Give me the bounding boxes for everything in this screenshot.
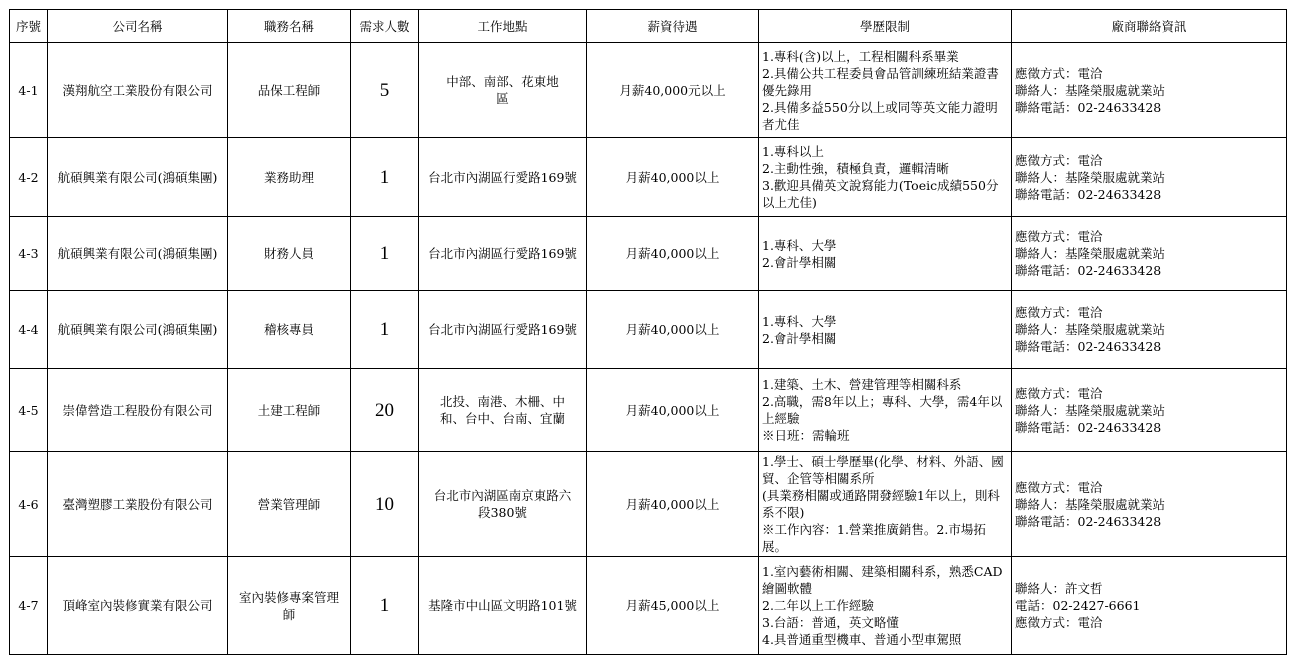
location-cell: 北投、南港、木柵、中和、台中、台南、宜蘭: [419, 369, 587, 452]
requirements-cell: [759, 43, 1012, 138]
requirement-line: 2.高職，需8年以上；專科、大學，需4年以上經驗: [762, 394, 1003, 426]
salary-cell: 月薪45,000以上: [587, 557, 759, 655]
location-cell: 中部、南部、花東地區: [419, 43, 587, 138]
contact-cell: [1012, 452, 1287, 557]
header-requirements: 學歷限制: [759, 10, 1012, 43]
contact-line: 聯絡人：基隆榮服處就業站: [1015, 246, 1166, 261]
contact-line: 應徵方式：電洽: [1015, 305, 1103, 320]
header-headcount: 需求人數: [351, 10, 419, 43]
table-row: [10, 43, 1287, 138]
seq-cell: 4-3: [10, 217, 48, 291]
requirement-line: 2.具備多益550分以上或同等英文能力證明者尤佳: [762, 99, 998, 132]
contact-cell: [1012, 217, 1287, 291]
headcount-cell: 1: [351, 291, 419, 369]
contact-line: 聯絡人：基隆榮服處就業站: [1015, 496, 1166, 512]
position-cell: 稽核專員: [228, 291, 351, 369]
contact-line: 應徵方式：電洽: [1015, 479, 1103, 495]
table-row: [10, 138, 1287, 217]
header-salary: 薪資待遇: [587, 10, 759, 43]
requirements-cell: [759, 217, 1012, 291]
requirement-line: 1.專科以上: [762, 144, 824, 159]
table-row: [10, 291, 1287, 369]
requirements-cell: [759, 452, 1012, 557]
contact-line: 聯絡人：許文哲: [1015, 581, 1103, 596]
headcount-cell: 1: [351, 557, 419, 655]
requirements-cell: [759, 138, 1012, 217]
header-contact: 廠商聯絡資訊: [1012, 10, 1287, 43]
seq-cell: 4-7: [10, 557, 48, 655]
contact-cell: [1012, 557, 1287, 655]
contact-cell: [1012, 43, 1287, 138]
contact-line: 聯絡人：基隆榮服處就業站: [1015, 169, 1166, 185]
contact-line: 應徵方式：電洽: [1015, 385, 1103, 401]
table-row: [10, 369, 1287, 452]
requirement-line: 2.具備公共工程委員會品管訓練班結業證書優先錄用: [762, 65, 999, 98]
contact-line: 應徵方式：電洽: [1015, 65, 1103, 81]
location-cell: 台北市內湖區行愛路169號: [419, 291, 587, 369]
job-openings-table: [9, 9, 1287, 655]
header-position: 職務名稱: [228, 10, 351, 43]
company-cell: 漢翔航空工業股份有限公司: [48, 43, 228, 138]
salary-cell: 月薪40,000以上: [587, 452, 759, 557]
seq-cell: 4-6: [10, 452, 48, 557]
contact-line: 聯絡電話：02-24633428: [1015, 99, 1162, 115]
salary-cell: 月薪40,000以上: [587, 369, 759, 452]
seq-cell: 4-2: [10, 138, 48, 217]
requirement-line: 3.歡迎具備英文說寫能力(Toeic成績550分以上尤佳): [762, 178, 999, 210]
location-cell: 台北市內湖區行愛路169號: [419, 217, 587, 291]
company-cell: 航碩興業有限公司(鴻碩集團): [48, 217, 228, 291]
requirement-line: 2.會計學相關: [762, 330, 837, 346]
contact-cell: [1012, 369, 1287, 452]
salary-cell: 月薪40,000以上: [587, 291, 759, 369]
company-cell: 頂峰室內裝修實業有限公司: [48, 557, 228, 655]
contact-line: 聯絡人：基隆榮服處就業站: [1015, 322, 1166, 337]
requirement-line: 1.專科(含)以上，工程相關科系畢業: [762, 48, 959, 64]
seq-cell: 4-5: [10, 369, 48, 452]
contact-line: 電話：02-2427-6661: [1015, 598, 1141, 613]
headcount-cell: 1: [351, 217, 419, 291]
contact-line: 聯絡人：基隆榮服處就業站: [1015, 402, 1166, 418]
salary-cell: 月薪40,000以上: [587, 217, 759, 291]
requirement-line: ※日班：需輪班: [762, 428, 850, 443]
header-location: 工作地點: [419, 10, 587, 43]
company-cell: 航碩興業有限公司(鴻碩集團): [48, 291, 228, 369]
contact-line: 應徵方式：電洽: [1015, 152, 1103, 168]
seq-cell: 4-4: [10, 291, 48, 369]
requirement-line: 3.台語：普通，英文略懂: [762, 615, 899, 630]
header-row: [10, 10, 1287, 43]
salary-cell: 月薪40,000元以上: [587, 43, 759, 138]
seq-cell: 4-1: [10, 43, 48, 138]
location-cell: 台北市內湖區南京東路六段380號: [419, 452, 587, 557]
company-cell: 臺灣塑膠工業股份有限公司: [48, 452, 228, 557]
company-cell: 航碩興業有限公司(鴻碩集團): [48, 138, 228, 217]
position-cell: 土建工程師: [228, 369, 351, 452]
contact-line: 聯絡電話：02-24633428: [1015, 513, 1162, 529]
contact-line: 應徵方式：電洽: [1015, 229, 1103, 244]
header-seq: 序號: [10, 10, 48, 43]
location-cell: 基隆市中山區文明路101號: [419, 557, 587, 655]
requirement-line: 2.會計學相關: [762, 254, 837, 270]
table-row: [10, 452, 1287, 557]
requirement-line: 2.主動性強，積極負責，邏輯清晰: [762, 161, 949, 176]
requirement-line: (具業務相關或通路開發經驗1年以上，則科系不限): [762, 488, 1000, 520]
company-cell: 崇偉營造工程股份有限公司: [48, 369, 228, 452]
requirement-line: 1.學士、碩士學歷畢(化學、材料、外語、國貿、企管等相關系所: [762, 454, 1004, 486]
position-cell: 業務助理: [228, 138, 351, 217]
contact-line: 聯絡電話：02-24633428: [1015, 186, 1162, 202]
position-cell: 室內裝修專案管理師: [228, 557, 351, 655]
table-row: [10, 557, 1287, 655]
position-cell: 品保工程師: [228, 43, 351, 138]
contact-cell: [1012, 138, 1287, 217]
contact-line: 聯絡電話：02-24633428: [1015, 339, 1162, 354]
contact-cell: [1012, 291, 1287, 369]
headcount-cell: 20: [351, 369, 419, 452]
contact-line: 聯絡電話：02-24633428: [1015, 419, 1162, 435]
requirement-line: 1.專科、大學: [762, 313, 837, 329]
requirements-cell: [759, 369, 1012, 452]
requirement-line: 1.專科、大學: [762, 237, 837, 253]
location-cell: 台北市內湖區行愛路169號: [419, 138, 587, 217]
requirement-line: ※工作內容：1.營業推廣銷售。2.市場拓展。: [762, 522, 986, 554]
header-company: 公司名稱: [48, 10, 228, 43]
requirements-cell: [759, 557, 1012, 655]
table-row: [10, 217, 1287, 291]
requirement-line: 2.二年以上工作經驗: [762, 598, 874, 613]
salary-cell: 月薪40,000以上: [587, 138, 759, 217]
position-cell: 營業管理師: [228, 452, 351, 557]
requirement-line: 4.具普通重型機車、普通小型車駕照: [762, 632, 962, 647]
requirement-line: 1.建築、土木、營建管理等相關科系: [762, 377, 962, 392]
requirements-cell: [759, 291, 1012, 369]
contact-line: 聯絡人：基隆榮服處就業站: [1015, 82, 1166, 98]
contact-line: 應徵方式：電洽: [1015, 615, 1103, 630]
headcount-cell: 5: [351, 43, 419, 138]
position-cell: 財務人員: [228, 217, 351, 291]
headcount-cell: 10: [351, 452, 419, 557]
contact-line: 聯絡電話：02-24633428: [1015, 263, 1162, 278]
headcount-cell: 1: [351, 138, 419, 217]
requirement-line: 1.室內藝術相關、建築相關科系，熟悉CAD繪圖軟體: [762, 564, 1003, 596]
